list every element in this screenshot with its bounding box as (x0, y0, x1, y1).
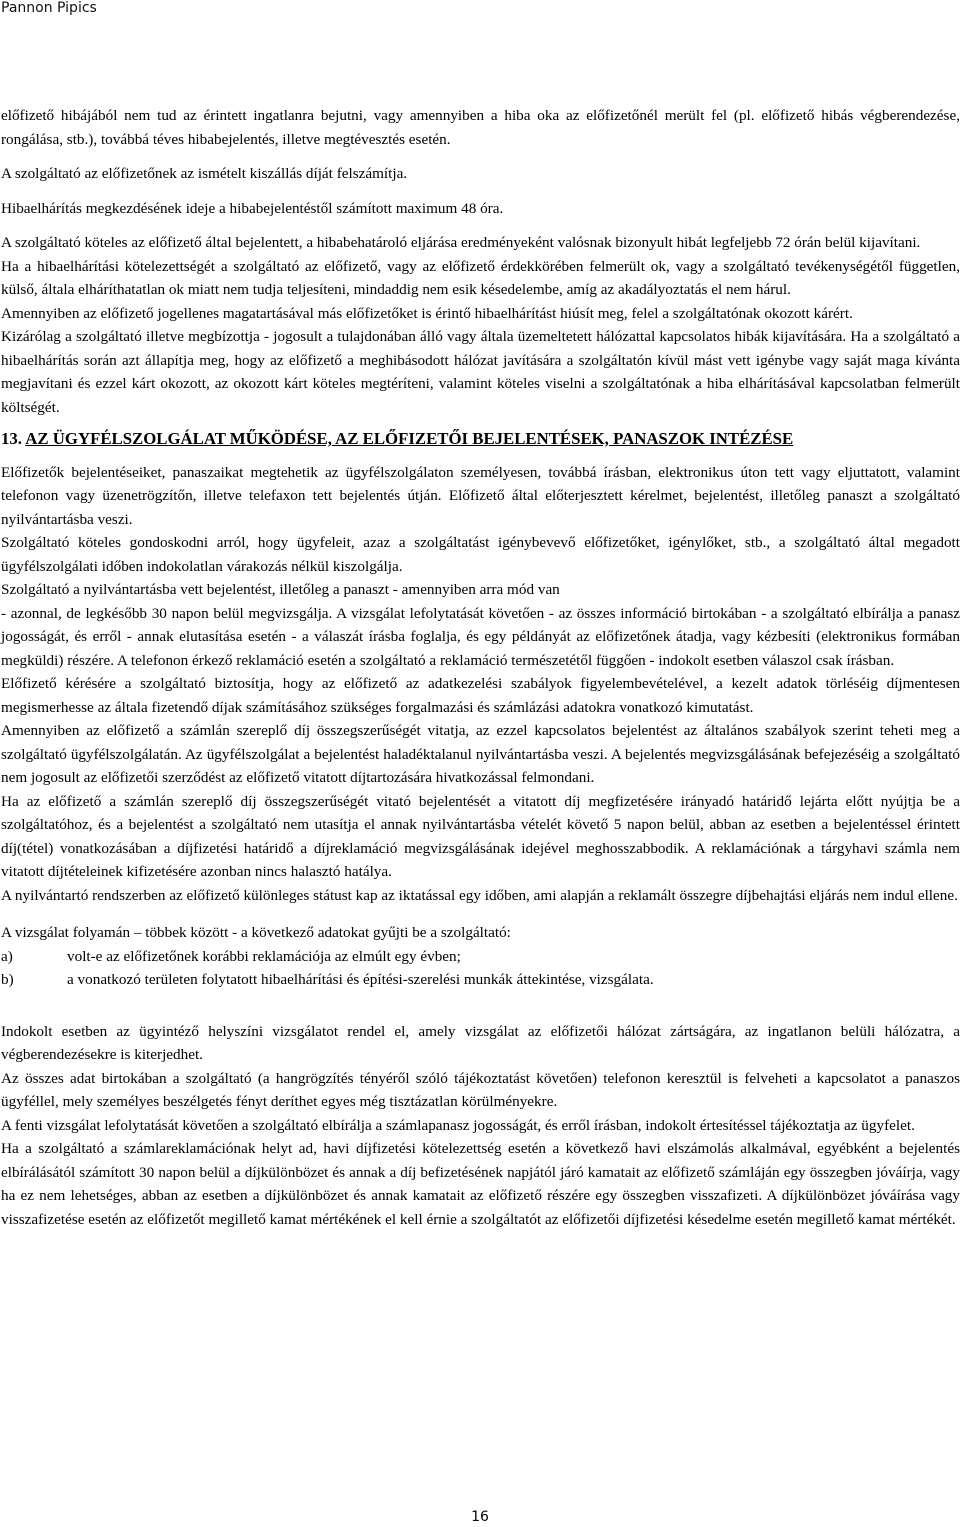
section-heading (1, 427, 960, 451)
paragraph: Indokolt esetben az ügyintéző helyszíni vizsgálatot rendel el, amely vizsgálat az előfizetői hálózat zártságára, az ingatlanon belüli hálózatra, a végberendezésekre is kiterjedhet. (1, 1022, 960, 1063)
paragraph: Ha az előfizető a számlán szereplő díj összegszerűségét vitató bejelentését a vitatott díj megfizetésére irányadó határidő lejárta előtt nyújtja be a szolgáltatóhoz, és a bejelentést a szolgáltató nem utasítja el annak nyilvántartásba vételét követő 5 napon belül, abban az esetben a bejelentéssel érintett díj(tétel) vonatkozásában a díjfizetési határidő a díjreklamáció megvizsgálásának idejével meghosszabbodik. A reklamációnak a tárgyhavi számla nem vitatott díjtételeinek kifizetésére azonban nincs halasztó hatálya. (1, 792, 960, 880)
list-marker: b) (1, 971, 14, 988)
list-marker: a) (1, 947, 13, 965)
paragraph: Hibaelhárítás megkezdésének ideje a hibabejelentéstől számított maximum 48 óra. (1, 199, 504, 217)
paragraph: előfizető hibájából nem tud az érintett ingatlanra bejutni, vagy amennyiben a hiba oka az előfizetőnél merült fel (pl. előfizető hibás végberendezése, rongálása, stb.), továbbá téves hibabejelentés, illetve megtévesztés esetén. (1, 107, 960, 148)
list-text: a vonatkozó területen folytatott hibaelhárítási és építési-szerelési munkák áttekintése, vizsgálata. (67, 971, 654, 988)
paragraph: A vizsgálat folyamán – többek között - a következő adatokat gyűjti be a szolgáltató: (1, 924, 511, 941)
paragraph: Az összes adat birtokában a szolgáltató (a hangrögzítés tényéről szóló tájékoztatást követően) telefonon keresztül is felveheti a kapcsolatot a panaszos ügyféllel, mely személyes beszélgetés fényt deríthet egyes még tisztázatlan körülményekre. (1, 1069, 960, 1110)
paragraph: A szolgáltató az előfizetőnek az ismételt kiszállás díját felszámítja. (1, 165, 408, 182)
paragraph: Amennyiben az előfizető jogellenes magatartásával más előfizetőket is érintő hibaelhárítást hiúsít meg, felel a szolgáltatónak okozott kárért. (1, 304, 853, 322)
page-number: 16 (471, 1509, 489, 1525)
paragraph: Szolgáltató köteles gondoskodni arról, hogy ügyfeleit, azaz a szolgáltatást igénybevevő előfizetőket, igénylőket, stb., a szolgáltató által megadott ügyfélszolgálati időben indokolatlan várakozás nélkül kiszolgálja. (1, 534, 960, 575)
paragraph: A fenti vizsgálat lefolytatását követően a szolgáltató elbírálja a számlapanasz jogosságát, és erről írásban, indokolt értesítéssel tájékoztatja az ügyfelet. (1, 1116, 915, 1134)
section-title: AZ ÜGYFÉLSZOLGÁLAT MŰKÖDÉSE, AZ ELŐFIZETŐI BEJELENTÉSEK, PANASZOK INTÉZÉSE (25, 429, 794, 448)
paragraph: A nyilvántartó rendszerben az előfizető különleges státust kap az iktatással egy időben, ami alapján a reklamált összegre díjbehajtási eljárás nem indul ellene. (1, 886, 958, 904)
list-item (1, 968, 960, 992)
paragraph: Szolgáltató a nyilvántartásba vett bejelentést, illetőleg a panaszt - amennyiben arra mód van (1, 581, 560, 598)
list-item (1, 945, 960, 969)
paragraph: Előfizető kérésére a szolgáltató biztosítja, hogy az előfizető az adatkezelési szabályok figyelembevételével, a kezelt adatok törléséig díjmentesen megismerhesse az általa fizetendő díjak számításához szükséges forgalmazási és számlázási adatokra vonatkozó kimutatást. (1, 675, 960, 716)
paragraph: - azonnal, de legkésőbb 30 napon belül megvizsgálja. A vizsgálat lefolytatását követően - az összes információ birtokában - a szolgáltató elbírálja a panasz jogosságát, és erről - annak elutasítása esetén - a válaszát írásba foglalja, és egy példányát az előfizetőnek átadja, vagy kézbesíti (elektronikus formában megküldi) részére. A telefonon érkező reklamáció esetén a szolgáltató a reklamáció természetétől függően - indokolt esetben válaszol csak írásban. (1, 604, 960, 669)
document-body (1, 104, 960, 1231)
viewer-header (0, 0, 960, 22)
list-text: volt-e az előfizetőnek korábbi reklamációja az elmúlt egy évben; (67, 947, 461, 965)
paragraph: Ha a hibaelhárítási kötelezettségét a szolgáltató az előfizető, vagy az előfizető érdekkörében felmerült ok, vagy a szolgáltató tevékenységétől független, külső, általa elháríthatatlan ok miatt nem tudja teljesíteni, mindaddig nem esik késedelembe, amíg az akadályoztatás el nem hárul. (1, 257, 960, 298)
paragraph: Kizárólag a szolgáltató illetve megbízottja - jogosult a tulajdonában álló vagy általa üzemeltetett hálózattal kapcsolatos hibák kijavítására. Ha a szolgáltató a hibaelhárítás során azt állapítja meg, hogy az előfizető a meghibásodott hálózat javítására a szolgáltatón kívül mást vett igénybe vagy saját maga kívánta megjavítani és ezzel kárt okozott, az okozott kárt köteles megtéríteni, valamint köteles viselni a szolgáltatónak a hiba elhárításával kapcsolatban felmerült költségét. (1, 328, 960, 416)
brand-label: Pannon Pipics (1, 0, 97, 16)
section-number: 13. (1, 429, 22, 448)
paragraph: Előfizetők bejelentéseiket, panaszaikat megtehetik az ügyfélszolgálaton személyesen, továbbá írásban, elektronikus úton tett vagy eljuttatott, valamint telefonon vagy üzenetrögzítőn, illetve telefaxon tett bejelentés útján. Előfizető által előterjesztett kérelmet, bejelentést, illetőleg panaszt a szolgáltató nyilvántartásba veszi. (1, 463, 960, 528)
paragraph: A szolgáltató köteles az előfizető által bejelentett, a hibabehatároló eljárása eredményeként valósnak bizonyult hibát legfeljebb 72 órán belül kijavítani. (1, 234, 921, 251)
paragraph: Ha a szolgáltató a számlareklamációnak helyt ad, havi díjfizetési kötelezettség esetén a következő havi elszámolás alkalmával, egyébként a bejelentés elbírálásától számított 30 napon belül a díjkülönbözet és annak a díj befizetésének napjától járó kamatait az előfizető számláján egy összegben jóváírja, vagy ha ez nem lehetséges, abban az esetben a díjkülönbözet és annak kamatait az előfizető részére egy összegben visszafizeti. A díjkülönbözet jóváírása vagy visszafizetése esetén az előfizetőt megillető kamat mértékének el kell érnie a szolgáltatót az előfizetői díjfizetési késedelme esetén megillető kamat mértékét. (1, 1140, 960, 1228)
paragraph: Amennyiben az előfizető a számlán szereplő díj összegszerűségét vitatja, az ezzel kapcsolatos bejelentést az általános szabályok szerint teheti meg a szolgáltató ügyfélszolgálatán. Az ügyfélszolgálat a bejelentést haladéktalanul nyilvántartásba veszi. A bejelentés megvizsgálásának befejezéséig a szolgáltató nem jogosult az előfizetői szerződést az előfizető vitatott díjtartozására hivatkozással felmondani. (1, 722, 960, 786)
